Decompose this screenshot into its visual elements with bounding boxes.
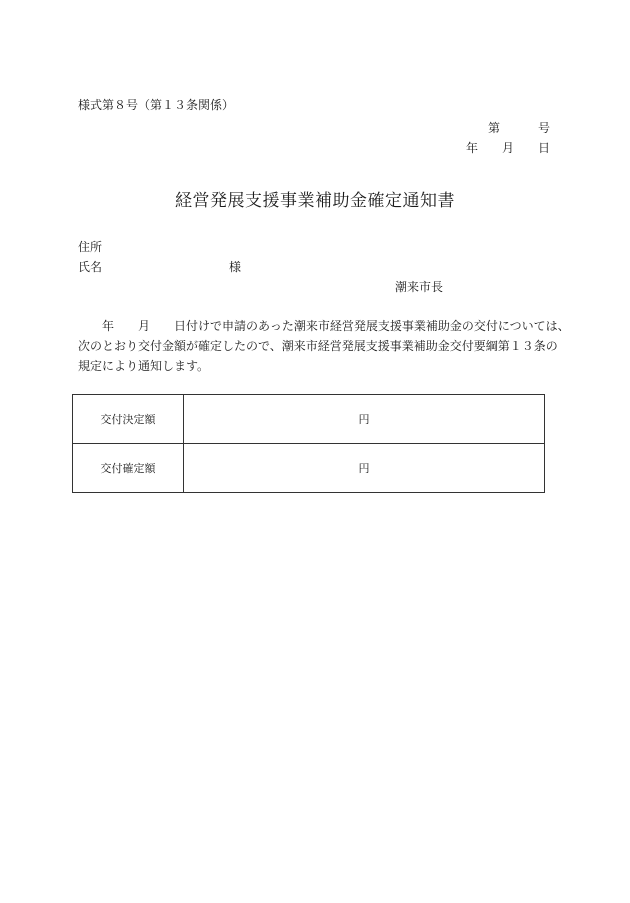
document-number-go: 号 (537, 121, 550, 135)
body-line-3: 規定により通知します。 (78, 359, 210, 373)
body-line-1-rest: 日付けで申請のあった潮来市経営発展支援事業補助金の交付については、 (174, 319, 570, 333)
table-row (73, 444, 545, 493)
confirmed-amount-value: 円 (184, 444, 545, 493)
body-year: 年 (102, 319, 115, 333)
issuer-name: 潮来市長 (395, 280, 444, 294)
amounts-table (72, 394, 545, 493)
document-number-line (488, 119, 550, 136)
document-title: 経営発展支援事業補助金確定通知書 (175, 191, 455, 211)
body-line-2: 次のとおり交付金額が確定したので、潮来市経営発展支援事業補助金交付要綱第１３条の (78, 339, 558, 353)
confirmed-amount-label: 交付確定額 (73, 444, 184, 493)
name-label: 氏名 (78, 260, 103, 274)
table-row (73, 395, 545, 444)
document-number-dai: 第 (487, 121, 500, 135)
date-day: 日 (537, 141, 550, 155)
body-line-1 (78, 316, 570, 336)
issue-date-line (466, 139, 550, 156)
decided-amount-label: 交付決定額 (73, 395, 184, 444)
notice-body (78, 316, 570, 376)
decided-amount-value: 円 (184, 395, 545, 444)
honorific: 様 (229, 260, 242, 274)
address-label: 住所 (78, 240, 103, 254)
date-year: 年 (465, 141, 478, 155)
body-month: 月 (138, 319, 151, 333)
form-number: 様式第８号（第１３条関係） (78, 98, 235, 112)
date-month: 月 (501, 141, 514, 155)
